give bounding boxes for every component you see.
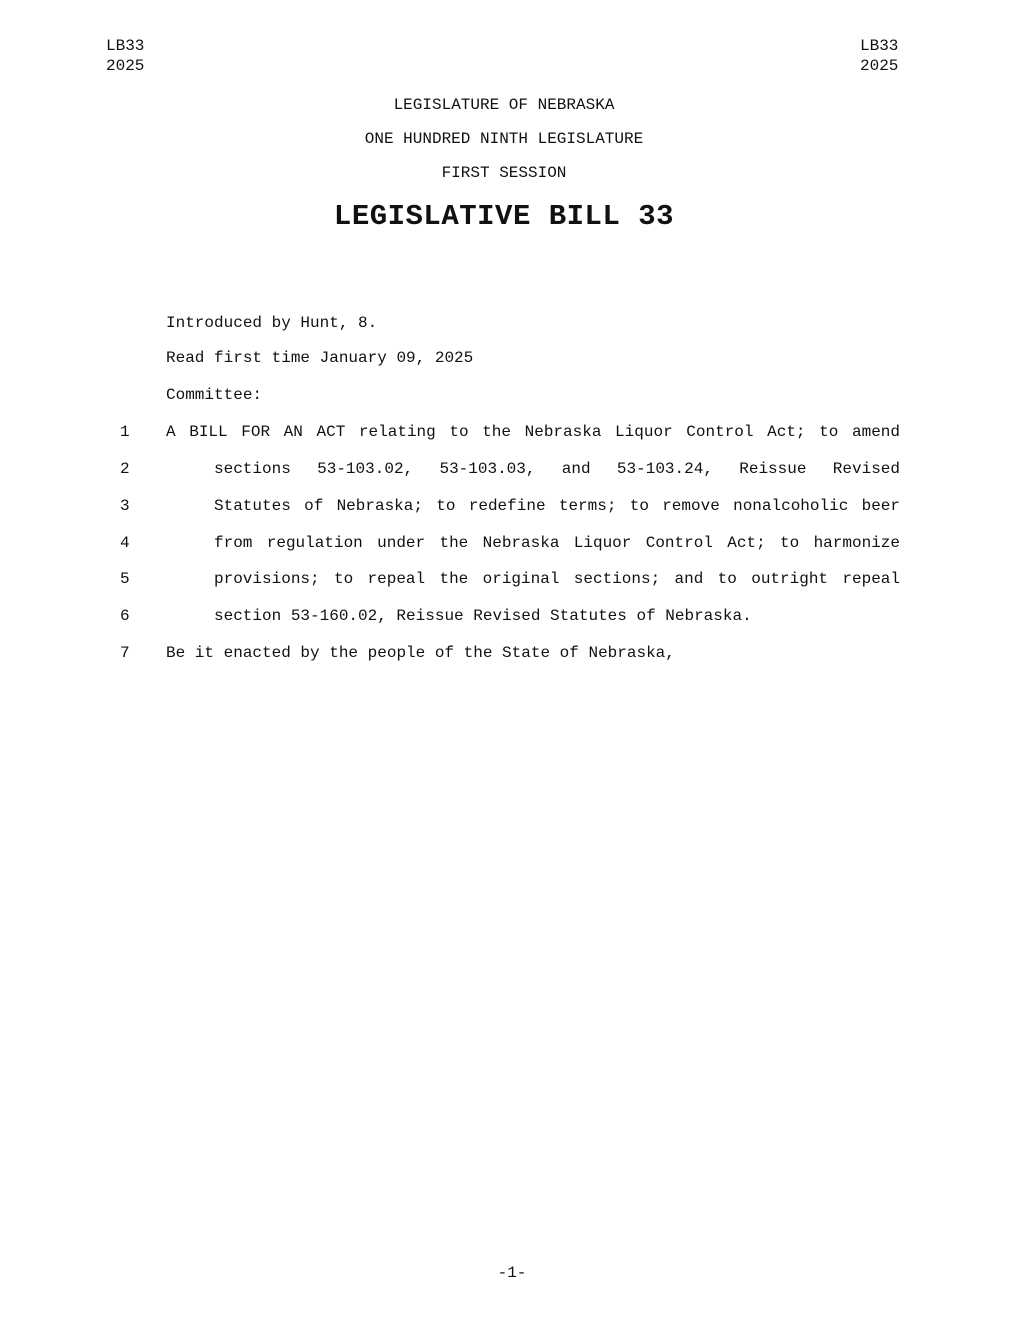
read-first-time: Read first time January 09, 2025 bbox=[166, 349, 474, 367]
bill-line bbox=[0, 534, 1024, 558]
committee-label: Committee: bbox=[166, 386, 263, 404]
header-left bbox=[106, 36, 144, 76]
bill-year-left: 2025 bbox=[106, 57, 145, 75]
bill-line bbox=[0, 423, 1024, 447]
line-number: 2 bbox=[120, 460, 130, 478]
line-text: sections 53-103.02, 53-103.03, and 53-103.24, Reissue Revised bbox=[214, 460, 900, 478]
bill-line bbox=[0, 570, 1024, 594]
bill-year-right: 2025 bbox=[860, 57, 899, 75]
line-text: provisions; to repeal the original sections; and to outright repeal bbox=[214, 570, 900, 588]
line-number: 6 bbox=[120, 607, 130, 625]
line-text: from regulation under the Nebraska Liquor Control Act; to harmonize bbox=[214, 534, 900, 552]
legislature-name: LEGISLATURE OF NEBRASKA bbox=[393, 96, 615, 114]
line-number: 5 bbox=[120, 570, 130, 588]
line-number: 4 bbox=[120, 534, 130, 552]
bill-line bbox=[0, 460, 1024, 484]
line-text: section 53-160.02, Reissue Revised Statutes of Nebraska. bbox=[214, 607, 752, 625]
session-name: FIRST SESSION bbox=[441, 164, 567, 182]
line-text: Statutes of Nebraska; to redefine terms; to remove nonalcoholic beer bbox=[214, 497, 900, 515]
line-number: 3 bbox=[120, 497, 130, 515]
line-number: 1 bbox=[120, 423, 130, 441]
bill-code-left: LB33 bbox=[106, 37, 145, 55]
bill-line bbox=[0, 607, 1024, 631]
bill-line bbox=[0, 497, 1024, 521]
line-number: 7 bbox=[120, 644, 130, 662]
bill-line bbox=[0, 644, 1024, 668]
header-right bbox=[860, 36, 898, 76]
introduced-by: Introduced by Hunt, 8. bbox=[166, 314, 378, 332]
bill-code-right: LB33 bbox=[860, 37, 899, 55]
line-text: A BILL FOR AN ACT relating to the Nebraska Liquor Control Act; to amend bbox=[166, 423, 900, 441]
line-text: Be it enacted by the people of the State of Nebraska, bbox=[166, 644, 675, 662]
bill-title: LEGISLATIVE BILL 33 bbox=[333, 200, 675, 233]
legislature-number: ONE HUNDRED NINTH LEGISLATURE bbox=[364, 130, 644, 148]
page-number: -1- bbox=[497, 1264, 527, 1282]
